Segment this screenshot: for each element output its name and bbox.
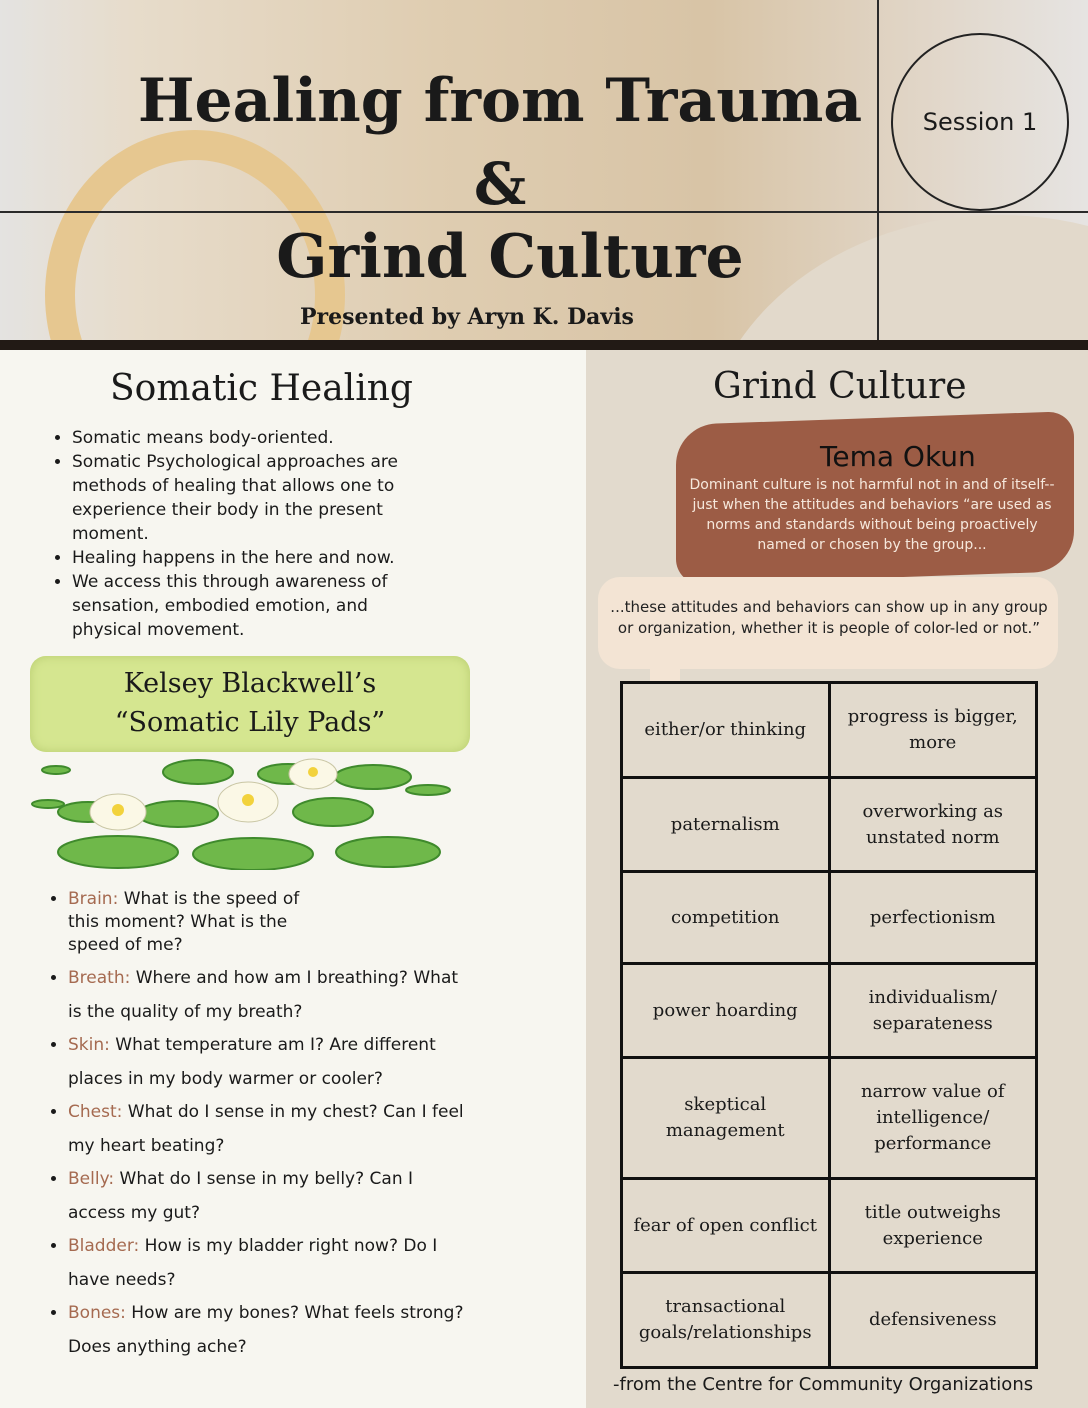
- source-credit: -from the Centre for Community Organizations: [613, 1374, 1034, 1395]
- pad-text: What temperature am I? Are different places in my body warmer or cooler?: [68, 1035, 436, 1089]
- list-item: • We access this through awareness of sensation, embodied emotion, and physical movement.: [72, 570, 410, 642]
- quote-author: Tema Okun: [820, 440, 976, 473]
- pad-label: Bones:: [68, 1303, 126, 1323]
- somatic-intro-list: [50, 426, 410, 642]
- pad-label: Bladder:: [68, 1236, 140, 1256]
- table-cell: either/or thinking: [622, 683, 830, 778]
- pad-text: What do I sense in my chest? Can I feel my heart beating?: [68, 1102, 464, 1156]
- session-badge: Session 1: [891, 33, 1069, 211]
- pad-text: What do I sense in my belly? Can I access my gut?: [68, 1169, 414, 1223]
- list-item: [68, 1029, 466, 1096]
- title-line-2: &: [473, 150, 527, 218]
- grind-heading: Grind Culture: [713, 366, 967, 407]
- lily-pads-illustration: [28, 752, 458, 870]
- table-row: [622, 683, 1037, 778]
- list-item: [68, 1230, 466, 1297]
- somatic-heading: Somatic Healing: [110, 368, 413, 409]
- callout-line: “Somatic Lily Pads”: [114, 707, 386, 738]
- lily-pads-list: [46, 888, 466, 1364]
- header-bar: [0, 340, 1088, 350]
- table-cell: defensiveness: [829, 1273, 1037, 1368]
- table-row: [622, 778, 1037, 872]
- callout-line: Kelsey Blackwell’s: [123, 668, 377, 699]
- speech-tail: [650, 660, 680, 682]
- table-cell: progress is bigger, more: [829, 683, 1037, 778]
- grind-culture-table: [620, 681, 1038, 1369]
- table-row: [622, 1273, 1037, 1368]
- title-line-1: Healing from Trauma: [137, 66, 863, 136]
- table-cell: individualism/ separateness: [829, 964, 1037, 1058]
- table-cell: skeptical management: [622, 1058, 830, 1179]
- title-line-3: Grind Culture: [276, 222, 744, 292]
- pad-label: Chest:: [68, 1102, 123, 1122]
- lily-pads-callout: [30, 656, 470, 752]
- table-cell: overworking as unstated norm: [829, 778, 1037, 872]
- presenter: Presented by Aryn K. Davis: [300, 304, 634, 330]
- list-item: [68, 1163, 466, 1230]
- table-row: [622, 964, 1037, 1058]
- table-row: [622, 872, 1037, 964]
- table-cell: paternalism: [622, 778, 830, 872]
- quote-part-1: Dominant culture is not harmful not in and of itself-- just when the attitudes and behaviors “are used as norms and standards without being proactively named or chosen by the group...: [689, 477, 1055, 553]
- table-cell: title outweighs experience: [829, 1179, 1037, 1273]
- pad-label: Brain:: [68, 889, 119, 909]
- pad-text: What is the speed of this moment? What is the speed of me?: [68, 889, 300, 955]
- table-cell: power hoarding: [622, 964, 830, 1058]
- pad-label: Belly:: [68, 1169, 115, 1189]
- table-cell: narrow value of intelligence/ performance: [829, 1058, 1037, 1179]
- pad-label: Breath:: [68, 968, 131, 988]
- list-item: • Healing happens in the here and now.: [72, 546, 410, 570]
- list-item: [68, 1297, 466, 1364]
- quote-part-2: ...these attitudes and behaviors can show up in any group or organization, whether it is people of color-led or not.”: [610, 598, 1048, 637]
- header-banner: [0, 0, 1088, 342]
- table-cell: competition: [622, 872, 830, 964]
- pad-text: How are my bones? What feels strong? Does anything ache?: [68, 1303, 464, 1357]
- list-item: [68, 962, 466, 1029]
- table-row: [622, 1179, 1037, 1273]
- list-item: • Somatic means body-oriented.: [72, 426, 410, 450]
- list-item: • Somatic Psychological approaches are methods of healing that allows one to experience their body in the present moment.: [72, 450, 410, 546]
- table-row: [622, 1058, 1037, 1179]
- list-item: [68, 888, 308, 957]
- pad-label: Skin:: [68, 1035, 110, 1055]
- list-item: [68, 1096, 466, 1163]
- table-cell: transactional goals/relationships: [622, 1273, 830, 1368]
- pad-text: How is my bladder right now? Do I have needs?: [68, 1236, 438, 1290]
- table-cell: perfectionism: [829, 872, 1037, 964]
- pad-text: Where and how am I breathing? What is the quality of my breath?: [68, 968, 459, 1022]
- table-cell: fear of open conflict: [622, 1179, 830, 1273]
